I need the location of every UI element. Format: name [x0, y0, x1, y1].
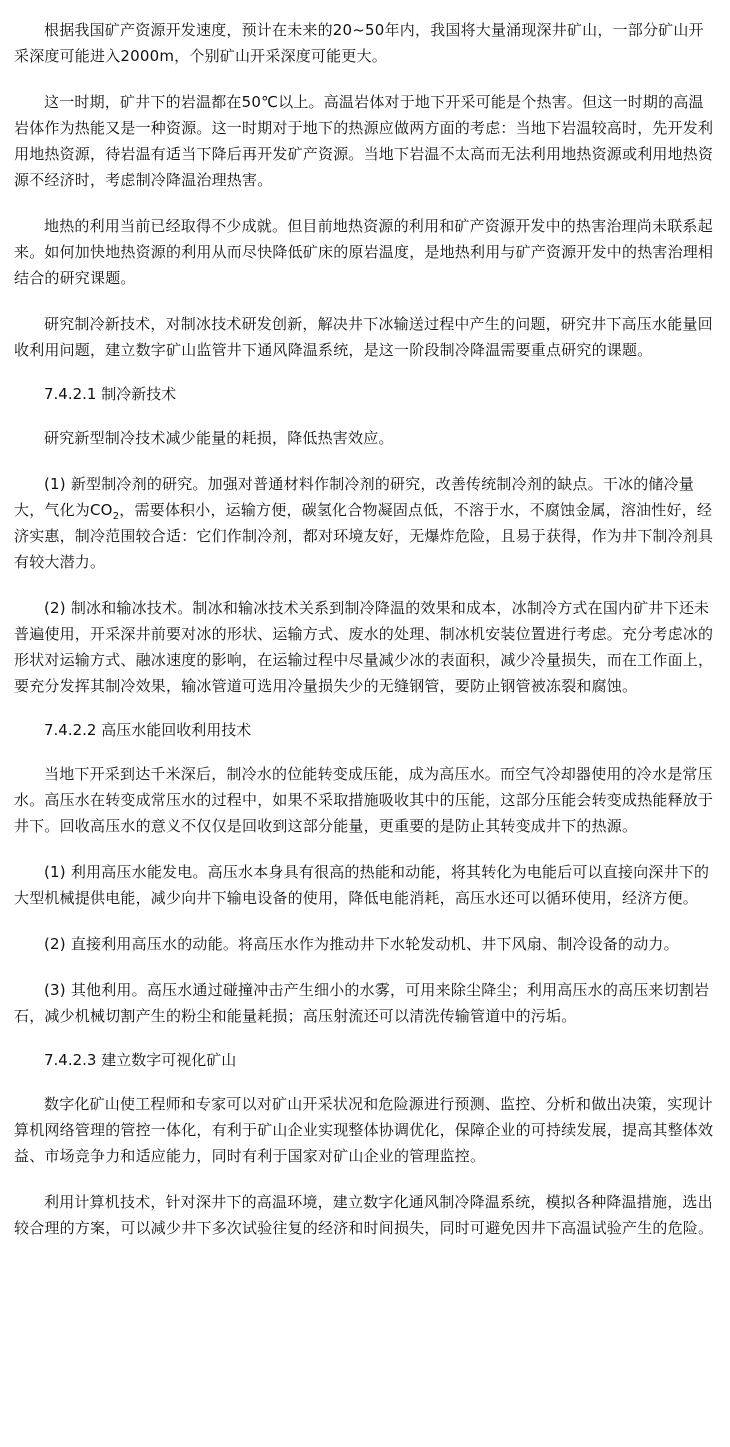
paragraph-rock-temperature: 这一时期，矿井下的岩温都在50℃以上。高温岩体对于地下开采可能是个热害。但这一时期的高温岩体作为热能又是一种资源。这一时期对于地下的热源应做两方面的考虑：当地下岩温较高时，先开发利用地热资源，待岩温有适当下降后再开发矿产资源。当地下岩温不太高而无法利用地热资源或利用地热资源不经济时，考虑制冷降温治理热害。 — [14, 93, 714, 189]
paragraph-research-topics: 研究制冷新技术，对制冰技术研发创新，解决井下冰输送过程中产生的问题，研究井下高压水能量回收利用问题，建立数字矿山监管井下通风降温系统，是这一阶段制冷降温需要重点研究的课题。 — [14, 315, 713, 359]
refrigerant-text-a: (1) 新型制冷剂的研究。加强对普通材料作制冷剂的研究，改善传统制冷剂的缺点。干冰的储冷量大，气化为CO — [14, 475, 695, 519]
paragraph-other-uses: (3) 其他利用。高压水通过碰撞冲击产生细小的水雾，可用来除尘降尘；利用高压水的高压来切割岩石，减少机械切割产生的粉尘和能量耗损；高压射流还可以清洗传输管道中的污垢。 — [14, 981, 710, 1025]
paragraph-kinetic-energy: (2) 直接利用高压水的动能。将高压水作为推动井下水轮发动机、井下风扇、制冷设备的动力。 — [44, 935, 679, 953]
paragraph-geothermal-use: 地热的利用当前已经取得不少成就。但目前地热资源的利用和矿产资源开发中的热害治理尚未联系起来。如何加快地热资源的利用从而尽快降低矿床的原岩温度，是地热利用与矿产资源开发中的热害治理相结合的研究课题。 — [14, 217, 714, 287]
section-heading-refrigeration: 7.4.2.1 制冷新技术 — [44, 385, 177, 403]
paragraph-computer-simulation: 利用计算机技术，针对深井下的高温环境，建立数字化通风制冷降温系统，模拟各种降温措施，选出较合理的方案，可以减少井下多次试验往复的经济和时间损失，同时可避免因井下高温试验产生的危险。 — [14, 1193, 714, 1237]
refrigerant-text-b: ，需要体积小，运输方便，碳氢化合物凝固点低，不溶于水，不腐蚀金属，溶油性好，经济实惠，制冷范围较合适：它们作制冷剂，都对环境友好，无爆炸危险，且易于获得，作为井下制冷剂具有较大潜力。 — [14, 501, 714, 571]
paragraph-new-refrigerant — [14, 471, 716, 575]
section-heading-digital-mine: 7.4.2.3 建立数字可视化矿山 — [44, 1051, 237, 1069]
paragraph-deep-mine-forecast: 根据我国矿产资源开发速度，预计在未来的20~50年内，我国将大量涌现深井矿山，一部分矿山开采深度可能进入2000m，个别矿山开采深度可能更大。 — [14, 21, 704, 65]
co2-subscript: 2 — [112, 511, 120, 522]
section-heading-high-pressure-water: 7.4.2.2 高压水能回收利用技术 — [44, 721, 252, 739]
paragraph-ice-making: (2) 制冰和输冰技术。制冰和输冰技术关系到制冷降温的效果和成本，冰制冷方式在国内矿井下还未普遍使用，开采深井前要对冰的形状、运输方式、废水的处理、制冰机安装位置进行考虑。充分考虑冰的形状对运输方式、融冰速度的影响，在运输过程中尽量减少冰的表面积，减少冷量损失，而在工作面上，要充分发挥其制冷效果，输冰管道可选用冷量损失少的无缝钢管，要防止钢管被冻裂和腐蚀。 — [14, 599, 714, 695]
paragraph-high-pressure-water: 当地下开采到达千米深后，制冷水的位能转变成压能，成为高压水。而空气冷却器使用的冷水是常压水。高压水在转变成常压水的过程中，如果不采取措施吸收其中的压能，这部分压能会转变成热能释放于井下。回收高压水的意义不仅仅是回收到这部分能量，更重要的是防止其转变成井下的热源。 — [14, 765, 714, 835]
paragraph-power-generation: (1) 利用高压水能发电。高压水本身具有很高的热能和动能，将其转化为电能后可以直接向深井下的大型机械提供电能，减少向井下输电设备的使用，降低电能消耗，高压水还可以循环使用，经济方便。 — [14, 863, 710, 907]
paragraph-digital-mine: 数字化矿山使工程师和专家可以对矿山开采状况和危险源进行预测、监控、分析和做出决策，实现计算机网络管理的管控一体化，有利于矿山企业实现整体协调优化，保障企业的可持续发展，提高其整体效益、市场竞争力和适应能力，同时有利于国家对矿山企业的管理监控。 — [14, 1095, 714, 1165]
paragraph-new-refrigeration: 研究新型制冷技术减少能量的耗损，降低热害效应。 — [44, 429, 394, 447]
